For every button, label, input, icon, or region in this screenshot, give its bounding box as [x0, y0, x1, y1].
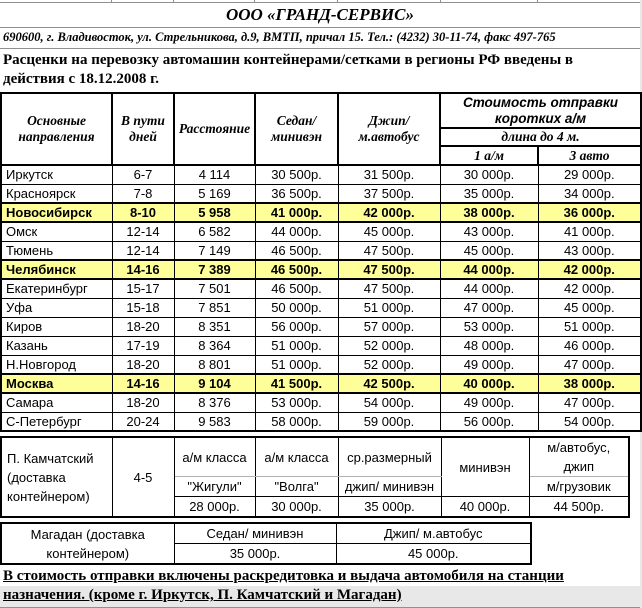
city-cell: Новосибирск: [1, 203, 112, 222]
city-cell: Уфа: [1, 298, 112, 317]
table-row-highlighted: [1, 374, 641, 393]
company-title: ООО «ГРАНД-СЕРВИС»: [225, 5, 415, 24]
gridline-tick: [537, 0, 538, 3]
days-cell: 18-20: [112, 393, 174, 412]
table-row: [1, 222, 641, 241]
table-row: [1, 355, 641, 374]
days-cell: 18-20: [112, 355, 174, 374]
three-cars-price-cell: 38 000р.: [538, 374, 641, 393]
table-row: [1, 165, 641, 184]
minivan-header: минивэн: [441, 437, 529, 497]
zhiguli-class-header: а/м класса: [174, 437, 255, 477]
volga-price-cell: 30 000р.: [255, 497, 338, 518]
one-car-price-cell: 35 000р.: [440, 184, 538, 203]
jeep-price-cell: 47 500р.: [338, 279, 440, 298]
sedan-price-cell: 51 000р.: [255, 355, 338, 374]
city-cell: Киров: [1, 317, 112, 336]
jeep-price-cell: 37 500р.: [338, 184, 440, 203]
city-cell: С-Петербург: [1, 412, 112, 431]
col-header-three-cars: 3 авто: [538, 146, 641, 165]
table-row-highlighted: [1, 260, 641, 279]
one-car-price-cell: 53 000р.: [440, 317, 538, 336]
jeep-microbus-price-cell: 45 000р.: [336, 544, 531, 565]
city-cell: Самара: [1, 393, 112, 412]
volga-class-header2: "Волга": [255, 477, 338, 497]
gridline-tick: [173, 0, 174, 3]
mid-jeep-header2: джип/ минивэн: [338, 477, 441, 497]
top-gridline: [0, 0, 640, 3]
zhiguli-price-cell: 28 000р.: [174, 497, 255, 518]
jeep-price-cell: 51 000р.: [338, 298, 440, 317]
sedan-price-cell: 41 500р.: [255, 374, 338, 393]
header-row: [1, 93, 641, 128]
city-cell: Н.Новгород: [1, 355, 112, 374]
three-cars-price-cell: 51 000р.: [538, 317, 641, 336]
city-cell: Москва: [1, 374, 112, 393]
col-header-directions: Основные направления: [1, 93, 112, 165]
jeep-price-cell: 42 000р.: [338, 203, 440, 222]
one-car-price-cell: 49 000р.: [440, 393, 538, 412]
days-cell: 15-18: [112, 298, 174, 317]
col-header-one-car: 1 а/м: [440, 146, 538, 165]
three-cars-price-cell: 42 000р.: [538, 260, 641, 279]
gridline-tick: [337, 0, 338, 3]
one-car-price-cell: 48 000р.: [440, 336, 538, 355]
sedan-price-cell: 51 000р.: [255, 336, 338, 355]
sedan-minivan-price-cell: 35 000р.: [174, 544, 336, 565]
days-cell: 7-8: [112, 184, 174, 203]
sedan-price-cell: 30 500р.: [255, 165, 338, 184]
distance-cell: 7 851: [174, 298, 255, 317]
distance-cell: 9 104: [174, 374, 255, 393]
microbus-jeep-header: м/автобус, джип: [529, 437, 629, 477]
microtruck-header: м/грузовик: [529, 477, 629, 497]
sedan-price-cell: 46 500р.: [255, 241, 338, 260]
sedan-price-cell: 36 500р.: [255, 184, 338, 203]
one-car-price-cell: 47 000р.: [440, 298, 538, 317]
three-cars-price-cell: 42 000р.: [538, 279, 641, 298]
col-header-cost-group: Стоимость отправки коротких а/м: [440, 93, 641, 128]
jeep-price-cell: 54 000р.: [338, 393, 440, 412]
sedan-price-cell: 41 000р.: [255, 203, 338, 222]
distance-cell: 9 583: [174, 412, 255, 431]
three-cars-price-cell: 46 000р.: [538, 336, 641, 355]
microbus-price-cell: 44 500р.: [529, 497, 629, 518]
distance-cell: 8 351: [174, 317, 255, 336]
days-cell: 8-10: [112, 203, 174, 222]
distance-cell: 5 958: [174, 203, 255, 222]
table-row: [1, 241, 641, 260]
jeep-price-cell: 45 000р.: [338, 222, 440, 241]
three-cars-price-cell: 34 000р.: [538, 184, 641, 203]
gridline-tick: [111, 0, 112, 3]
sedan-price-cell: 44 000р.: [255, 222, 338, 241]
three-cars-price-cell: 29 000р.: [538, 165, 641, 184]
table-row: [1, 279, 641, 298]
kamchatsky-table: [0, 436, 630, 518]
days-cell: 15-17: [112, 279, 174, 298]
jeep-price-cell: 47 500р.: [338, 241, 440, 260]
city-cell: Екатеринбург: [1, 279, 112, 298]
col-header-cost-sub: длина до 4 м.: [440, 128, 641, 146]
table-row: [1, 298, 641, 317]
city-cell: Тюмень: [1, 241, 112, 260]
footer-note-line1: В стоимость отправки включены раскредитовка и выдача автомобиля на станции: [3, 568, 564, 584]
sedan-price-cell: 58 000р.: [255, 412, 338, 431]
distance-cell: 7 149: [174, 241, 255, 260]
mid-jeep-header: ср.размерный: [338, 437, 441, 477]
mid-jeep-price-cell: 35 000р.: [338, 497, 441, 518]
sedan-price-cell: 50 000р.: [255, 298, 338, 317]
distance-cell: 8 801: [174, 355, 255, 374]
zhiguli-class-header2: "Жигули": [174, 477, 255, 497]
sedan-price-cell: 46 500р.: [255, 279, 338, 298]
magadan-label: Магадан (доставка контейнером): [1, 523, 174, 564]
company-address: 690600, г. Владивосток, ул. Стрельникова, д.9, ВМТП, причал 15. Тел.: (4232) 30-11-74, факс 497-765: [3, 30, 556, 44]
city-cell: Казань: [1, 336, 112, 355]
days-cell: 20-24: [112, 412, 174, 431]
kamchatsky-header-row: [1, 437, 629, 477]
col-header-days: В пути дней: [112, 93, 174, 165]
three-cars-price-cell: 36 000р.: [538, 203, 641, 222]
jeep-price-cell: 47 500р.: [338, 260, 440, 279]
days-cell: 12-14: [112, 241, 174, 260]
days-cell: 17-19: [112, 336, 174, 355]
days-cell: 18-20: [112, 317, 174, 336]
distance-cell: 8 364: [174, 336, 255, 355]
jeep-microbus-header: Джип/ м.автобус: [336, 523, 531, 544]
intro-text: Расценки на перевозку автомашин контейнерами/сетками в регионы РФ введены в действия с 18.12.2008 г.: [3, 52, 573, 87]
one-car-price-cell: 56 000р.: [440, 412, 538, 431]
days-cell: 14-16: [112, 260, 174, 279]
three-cars-price-cell: 43 000р.: [538, 241, 641, 260]
magadan-header-row: [1, 523, 531, 544]
sedan-price-cell: 46 500р.: [255, 260, 338, 279]
days-cell: 12-14: [112, 222, 174, 241]
three-cars-price-cell: 54 000р.: [538, 412, 641, 431]
volga-class-header: а/м класса: [255, 437, 338, 477]
distance-cell: 6 582: [174, 222, 255, 241]
one-car-price-cell: 45 000р.: [440, 241, 538, 260]
table-row: [1, 184, 641, 203]
sedan-minivan-header: Седан/ минивэн: [174, 523, 336, 544]
one-car-price-cell: 43 000р.: [440, 222, 538, 241]
one-car-price-cell: 49 000р.: [440, 355, 538, 374]
sedan-price-cell: 56 000р.: [255, 317, 338, 336]
one-car-price-cell: 30 000р.: [440, 165, 538, 184]
city-cell: Красноярск: [1, 184, 112, 203]
col-header-jeep: Джип/ м.автобус: [338, 93, 440, 165]
table-row: [1, 412, 641, 431]
city-cell: Омск: [1, 222, 112, 241]
one-car-price-cell: 40 000р.: [440, 374, 538, 393]
city-cell: Челябинск: [1, 260, 112, 279]
jeep-price-cell: 52 000р.: [338, 336, 440, 355]
footer-note: [0, 565, 640, 606]
jeep-price-cell: 59 000р.: [338, 412, 440, 431]
col-header-distance: Расстояние: [174, 93, 255, 165]
gridline-tick: [254, 0, 255, 3]
distance-cell: 5 169: [174, 184, 255, 203]
days-cell: 6-7: [112, 165, 174, 184]
jeep-price-cell: 31 500р.: [338, 165, 440, 184]
sedan-price-cell: 53 000р.: [255, 393, 338, 412]
three-cars-price-cell: 47 000р.: [538, 355, 641, 374]
three-cars-price-cell: 41 000р.: [538, 222, 641, 241]
jeep-price-cell: 57 000р.: [338, 317, 440, 336]
jeep-price-cell: 52 000р.: [338, 355, 440, 374]
price-table: [0, 92, 642, 432]
distance-cell: 7 389: [174, 260, 255, 279]
table-row: [1, 317, 641, 336]
one-car-price-cell: 44 000р.: [440, 279, 538, 298]
three-cars-price-cell: 45 000р.: [538, 298, 641, 317]
minivan-price-cell: 40 000р.: [441, 497, 529, 518]
table-row: [1, 393, 641, 412]
three-cars-price-cell: 47 000р.: [538, 393, 641, 412]
jeep-price-cell: 42 500р.: [338, 374, 440, 393]
gridline-tick: [440, 0, 441, 3]
kamchatsky-label: П. Камчатский (доставка контейнером): [1, 437, 112, 517]
col-header-sedan: Седан/ минивэн: [255, 93, 338, 165]
kamchatsky-days: 4-5: [112, 437, 174, 517]
days-cell: 14-16: [112, 374, 174, 393]
distance-cell: 4 114: [174, 165, 255, 184]
table-row: [1, 336, 641, 355]
table-row-highlighted: [1, 203, 641, 222]
one-car-price-cell: 38 000р.: [440, 203, 538, 222]
magadan-table: [0, 522, 532, 565]
city-cell: Иркутск: [1, 165, 112, 184]
distance-cell: 8 376: [174, 393, 255, 412]
footer-note-line2: назначения. (кроме г. Иркутск, П. Камчатский и Магадан): [3, 587, 402, 603]
one-car-price-cell: 44 000р.: [440, 260, 538, 279]
distance-cell: 7 501: [174, 279, 255, 298]
